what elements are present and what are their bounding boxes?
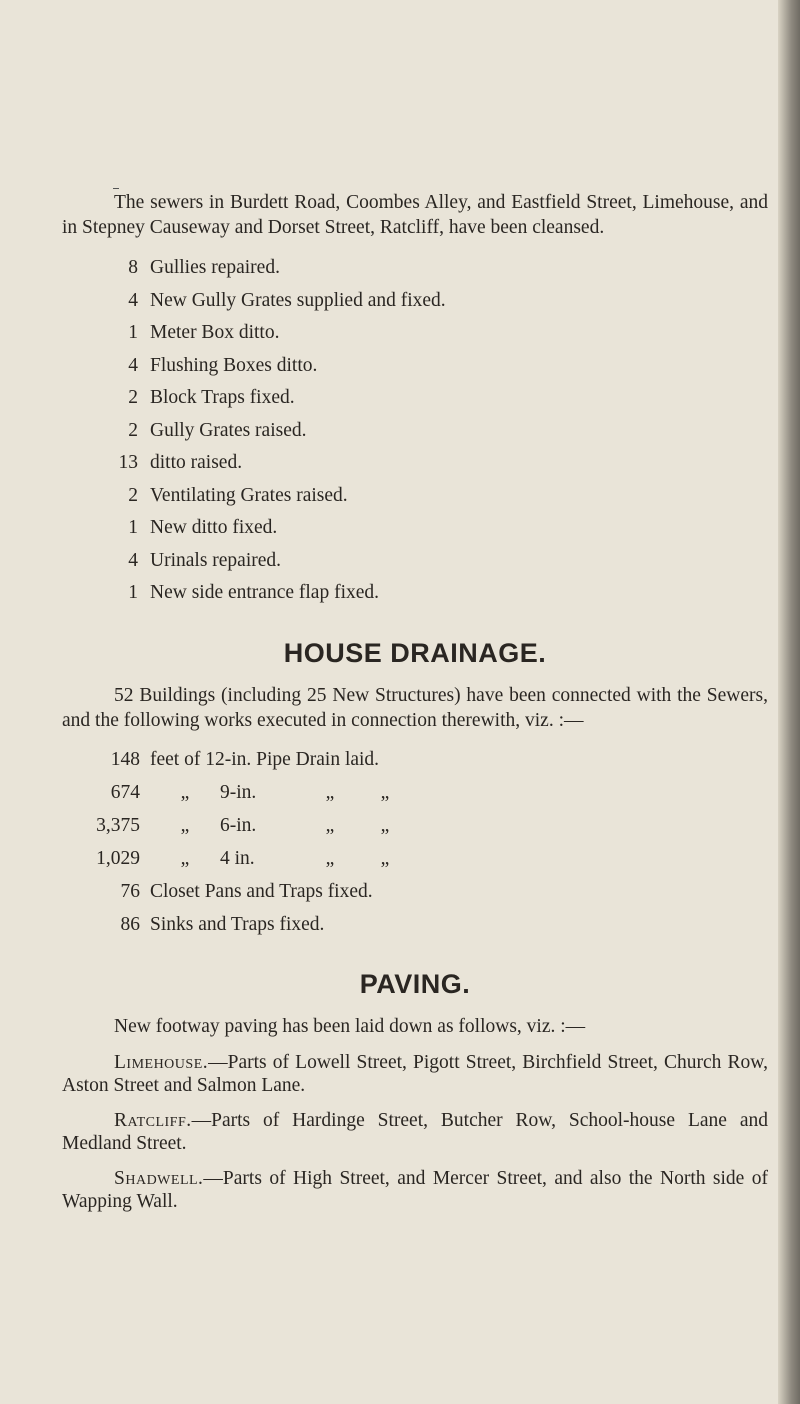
work-item — [62, 285, 768, 318]
document-page — [62, 190, 768, 1213]
pipe-size: 9-in. — [220, 781, 257, 803]
pipe-row — [62, 776, 768, 809]
work-desc: Urinals repaired. — [150, 549, 282, 571]
work-qty: 4 — [128, 289, 138, 311]
fixture-item — [62, 875, 768, 908]
pipe-size: 6-in. — [220, 814, 257, 836]
work-desc: New Gully Grates supplied and fixed. — [150, 289, 446, 311]
paving-area-paragraph — [62, 1167, 768, 1213]
sewer-works-list — [62, 252, 768, 610]
pipe-qty: 148 — [110, 748, 140, 770]
area-text: —Parts of Hardinge Street, Butcher Row, School-house Lane and Medland Street. — [62, 1109, 768, 1154]
paving-intro-paragraph: New footway paving has been laid down as follows, viz. :— — [114, 1015, 586, 1037]
work-desc: Gullies repaired. — [150, 257, 280, 278]
work-item — [62, 382, 768, 415]
paving-area-paragraph — [62, 1109, 768, 1155]
area-name: Ratcliff. — [114, 1109, 192, 1131]
ditto-mark: „ — [180, 847, 190, 869]
area-name: Shadwell. — [114, 1167, 204, 1189]
pipe-row — [62, 743, 768, 776]
house-drainage-paragraph: 52 Buildings (including 25 New Structures) have been connected with the Sewers, and the following works executed in connection therewith, viz. :— — [62, 684, 768, 731]
work-desc: New ditto fixed. — [150, 517, 278, 538]
ditto-mark: „ — [325, 847, 335, 869]
area-text: —Parts of Lowell Street, Pigott Street, Birchfield Street, Church Row, Aston Street and Salmon Lane. — [62, 1051, 768, 1096]
area-text: —Parts of High Street, and Mercer Street, and also the North side of Wapping Wall. — [62, 1167, 768, 1212]
pipe-qty: 3,375 — [96, 814, 140, 836]
work-qty: 8 — [128, 257, 138, 278]
work-item — [62, 447, 768, 480]
work-desc: ditto raised. — [150, 452, 243, 473]
work-desc: Ventilating Grates raised. — [150, 484, 348, 506]
work-item — [62, 545, 768, 578]
pipe-row — [62, 842, 768, 875]
sewers-intro-paragraph: The sewers in Burdett Road, Coombes Alley, and Eastfield Street, Limehouse, and in Stepney Causeway and Dorset Street, Ratcliff, have been cleansed. — [62, 192, 768, 238]
page-edge-shadow — [778, 0, 800, 1404]
work-qty: 13 — [118, 452, 138, 473]
ditto-mark: „ — [325, 814, 335, 836]
work-qty: 2 — [128, 387, 138, 408]
ditto-mark: „ — [180, 781, 190, 803]
work-item — [62, 415, 768, 448]
ditto-mark: „ — [380, 781, 390, 803]
work-item — [62, 480, 768, 513]
paving-areas — [62, 1051, 768, 1213]
work-qty: 4 — [128, 354, 138, 376]
work-desc: Block Traps fixed. — [150, 387, 295, 408]
work-desc: New side entrance flap fixed. — [150, 582, 380, 603]
printer-mark — [113, 188, 119, 189]
work-item — [62, 317, 768, 350]
pipe-desc: feet of 12-in. Pipe Drain laid. — [150, 748, 380, 770]
work-item — [62, 252, 768, 285]
work-desc: Flushing Boxes ditto. — [150, 354, 318, 376]
paving-heading: PAVING. — [359, 968, 471, 999]
fixture-item — [62, 908, 768, 941]
ditto-mark: „ — [380, 847, 390, 869]
work-qty: 1 — [128, 517, 138, 538]
work-desc: Gully Grates raised. — [150, 419, 307, 441]
fixture-qty: 76 — [120, 880, 140, 902]
work-qty: 1 — [128, 582, 138, 603]
work-qty: 2 — [128, 484, 138, 506]
work-item — [62, 512, 768, 545]
work-qty: 1 — [128, 322, 138, 343]
pipe-drain-list — [62, 743, 768, 875]
fixture-qty: 86 — [120, 913, 140, 935]
pipe-qty: 1,029 — [96, 847, 140, 869]
ditto-mark: „ — [380, 814, 390, 836]
fixture-desc: Sinks and Traps fixed. — [150, 913, 325, 935]
work-desc: Meter Box ditto. — [150, 322, 280, 343]
ditto-mark: „ — [180, 814, 190, 836]
pipe-row — [62, 809, 768, 842]
fixture-desc: Closet Pans and Traps fixed. — [150, 880, 373, 902]
house-drainage-heading: HOUSE DRAINAGE. — [283, 637, 547, 668]
pipe-size: 4 in. — [220, 847, 255, 869]
work-item — [62, 577, 768, 610]
area-name: Limehouse. — [114, 1051, 209, 1073]
work-item — [62, 350, 768, 383]
work-qty: 2 — [128, 419, 138, 441]
fixtures-list — [62, 875, 768, 941]
pipe-qty: 674 — [110, 781, 140, 803]
paving-area-paragraph — [62, 1051, 768, 1097]
ditto-mark: „ — [325, 781, 335, 803]
work-qty: 4 — [128, 549, 138, 571]
